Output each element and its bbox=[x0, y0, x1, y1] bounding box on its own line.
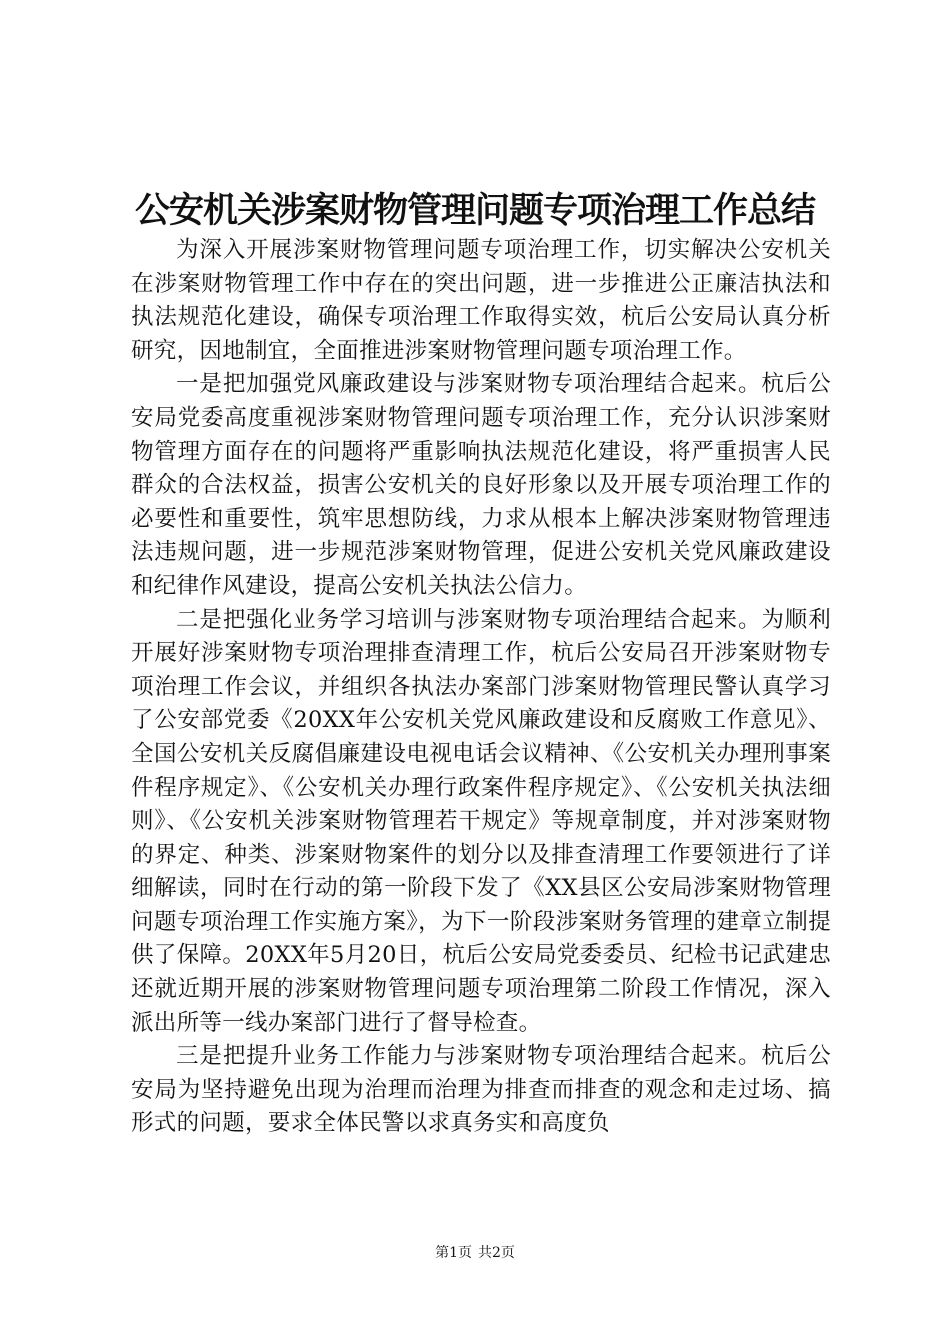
document-body bbox=[131, 234, 831, 1141]
page-number: 第1页 bbox=[435, 1245, 472, 1261]
paragraph-point-two: 二是把强化业务学习培训与涉案财物专项治理结合起来。为顺利开展好涉案财物专项治理排查清理工作，杭后公安局召开涉案财物专项治理工作会议，并组织各执法办案部门涉案财物管理民警认真学习了公安部党委《20XX年公安机关党风廉政建设和反腐败工作意见》、全国公安机关反腐倡廉建设电视电话会议精神、《公安机关办理刑事案件程序规定》、《公安机关办理行政案件程序规定》、《公安机关执法细则》、《公安机关涉案财物管理若干规定》等规章制度，并对涉案财物的界定、种类、涉案财物案件的划分以及排查清理工作要领进行了详细解读，同时在行动的第一阶段下发了《XX县区公安局涉案财物管理问题专项治理工作实施方案》，为下一阶段涉案财务管理的建章立制提供了保障。20XX年5月20日，杭后公安局党委委员、纪检书记武建忠还就近期开展的涉案财物管理问题专项治理第二阶段工作情况，深入派出所等一线办案部门进行了督导检查。 bbox=[131, 606, 831, 1036]
paragraph-point-three: 三是把提升业务工作能力与涉案财物专项治理结合起来。杭后公安局为坚持避免出现为治理而治理为排查而排查的观念和走过场、搞形式的问题，要求全体民警以求真务实和高度负 bbox=[131, 1043, 831, 1137]
paragraph-point-one: 一是把加强党风廉政建设与涉案财物专项治理结合起来。杭后公安局党委高度重视涉案财物管理问题专项治理工作，充分认识涉案财物管理方面存在的问题将严重影响执法规范化建设，将严重损害人民群众的合法权益，损害公安机关的良好形象以及开展专项治理工作的必要性和重要性，筑牢思想防线，力求从根本上解决涉案财物管理违法违规问题，进一步规范涉案财物管理，促进公安机关党风廉政建设和纪律作风建设，提高公安机关执法公信力。 bbox=[131, 371, 831, 599]
page-footer bbox=[0, 1243, 950, 1263]
document-title: 公安机关涉案财物管理问题专项治理工作总结 bbox=[134, 190, 815, 231]
paragraph-intro: 为深入开展涉案财物管理问题专项治理工作，切实解决公安机关在涉案财物管理工作中存在的突出问题，进一步推进公正廉洁执法和执法规范化建设，确保专项治理工作取得实效，杭后公安局认真分析研究，因地制宜，全面推进涉案财物管理问题专项治理工作。 bbox=[131, 237, 831, 364]
page-total: 共2页 bbox=[478, 1245, 515, 1261]
